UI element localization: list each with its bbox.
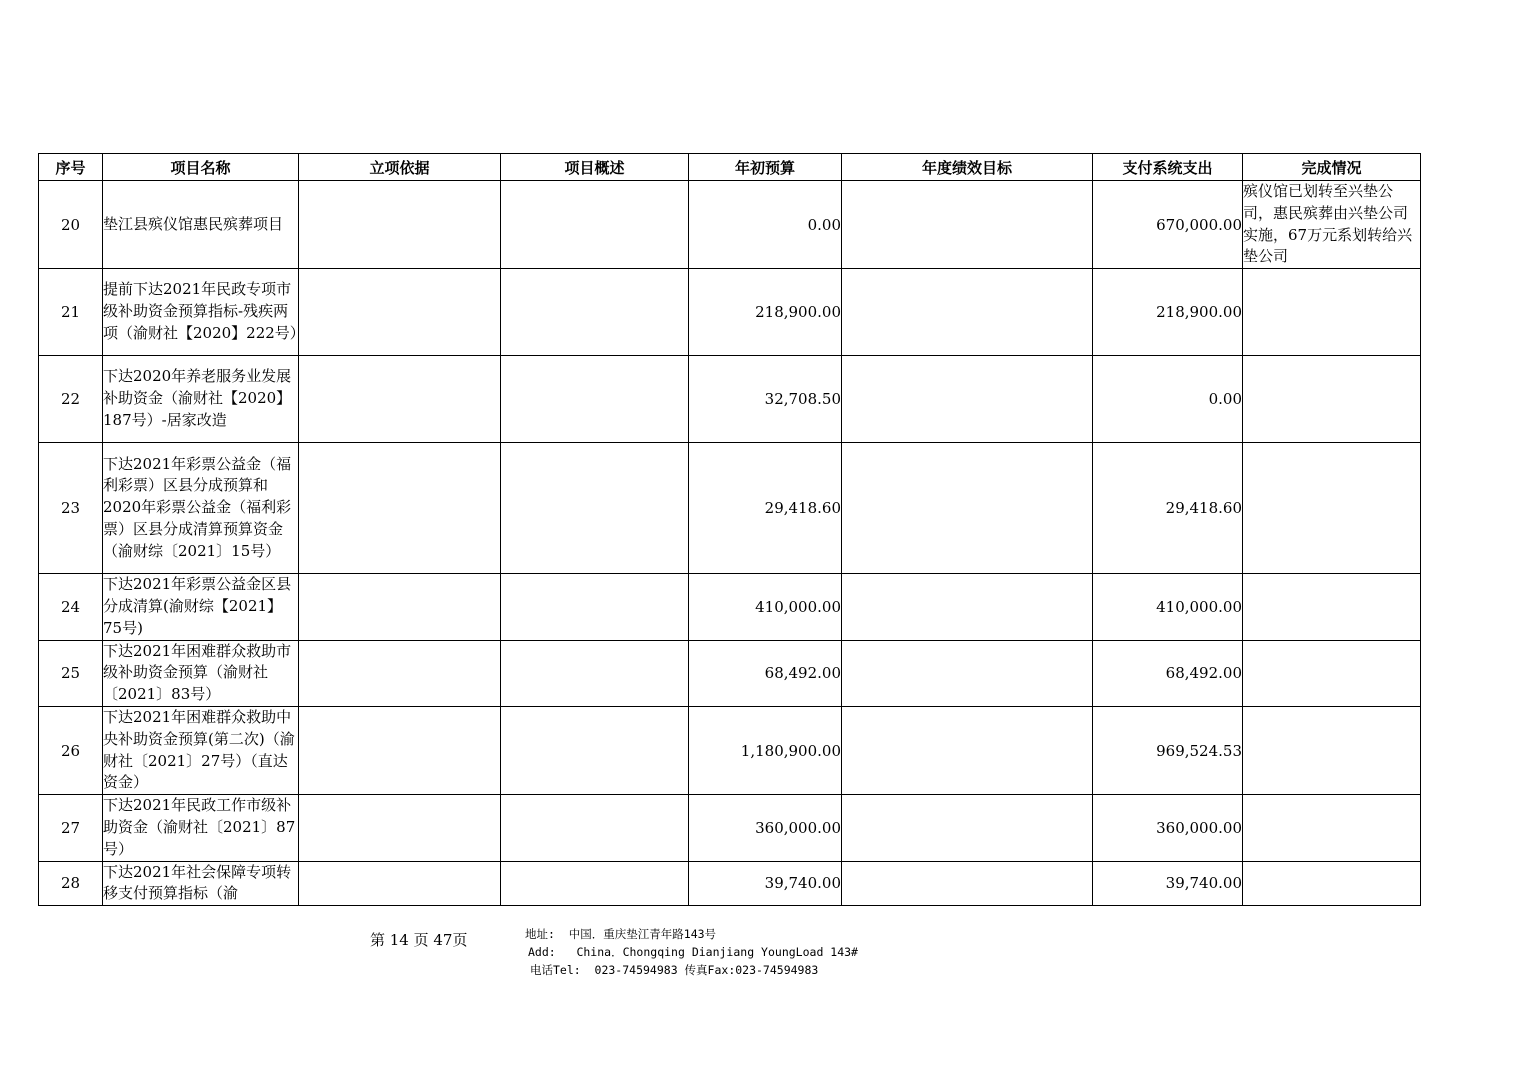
cell-spent: 68,492.00 xyxy=(1093,640,1243,706)
cell-basis xyxy=(299,181,501,269)
footer-phone-fax: 电话Tel: 023-74594983 传真Fax:023-74594983 xyxy=(530,963,819,977)
cell-seq: 27 xyxy=(39,795,103,861)
table-header-row xyxy=(39,154,1421,181)
cell-spent: 969,524.53 xyxy=(1093,706,1243,794)
header-project-name: 项目名称 xyxy=(103,154,299,181)
cell-basis xyxy=(299,640,501,706)
cell-budget: 410,000.00 xyxy=(689,574,842,640)
header-status: 完成情况 xyxy=(1243,154,1421,181)
cell-budget: 68,492.00 xyxy=(689,640,842,706)
page-number: 第 14 页 47页 xyxy=(370,931,468,949)
table-row xyxy=(39,706,1421,794)
cell-summary xyxy=(501,574,689,640)
cell-seq: 24 xyxy=(39,574,103,640)
cell-seq: 25 xyxy=(39,640,103,706)
cell-spent: 0.00 xyxy=(1093,356,1243,443)
cell-spent: 670,000.00 xyxy=(1093,181,1243,269)
cell-budget: 360,000.00 xyxy=(689,795,842,861)
header-summary: 项目概述 xyxy=(501,154,689,181)
cell-summary xyxy=(501,356,689,443)
cell-spent: 29,418.60 xyxy=(1093,443,1243,574)
cell-spent: 410,000.00 xyxy=(1093,574,1243,640)
cell-spent: 360,000.00 xyxy=(1093,795,1243,861)
table-row xyxy=(39,640,1421,706)
cell-target xyxy=(842,861,1093,906)
table-row xyxy=(39,574,1421,640)
cell-summary xyxy=(501,795,689,861)
cell-budget: 218,900.00 xyxy=(689,269,842,356)
cell-seq: 28 xyxy=(39,861,103,906)
cell-seq: 20 xyxy=(39,181,103,269)
table-row xyxy=(39,356,1421,443)
cell-status xyxy=(1243,795,1421,861)
cell-budget: 39,740.00 xyxy=(689,861,842,906)
header-target: 年度绩效目标 xyxy=(842,154,1093,181)
cell-project-name: 下达2021年彩票公益金（福利彩票）区县分成预算和2020年彩票公益金（福利彩票）区县分成清算预算资金（渝财综〔2021〕15号） xyxy=(103,443,299,574)
cell-summary xyxy=(501,269,689,356)
header-basis: 立项依据 xyxy=(299,154,501,181)
cell-budget: 0.00 xyxy=(689,181,842,269)
cell-status xyxy=(1243,640,1421,706)
cell-target xyxy=(842,706,1093,794)
project-table xyxy=(38,153,1421,906)
cell-project-name: 下达2021年民政工作市级补助资金（渝财社〔2021〕87号） xyxy=(103,795,299,861)
cell-target xyxy=(842,269,1093,356)
cell-target xyxy=(842,356,1093,443)
cell-basis xyxy=(299,356,501,443)
cell-project-name: 下达2021年困难群众救助市级补助资金预算（渝财社〔2021〕83号） xyxy=(103,640,299,706)
footer-address-english: Add: China．Chongqing Dianjiang YoungLoad 143# xyxy=(528,945,858,959)
cell-basis xyxy=(299,574,501,640)
cell-project-name: 下达2021年彩票公益金区县分成清算(渝财综【2021】75号) xyxy=(103,574,299,640)
cell-status xyxy=(1243,706,1421,794)
cell-summary xyxy=(501,181,689,269)
cell-basis xyxy=(299,706,501,794)
cell-spent: 39,740.00 xyxy=(1093,861,1243,906)
table-row xyxy=(39,861,1421,906)
cell-basis xyxy=(299,795,501,861)
cell-project-name: 提前下达2021年民政专项市级补助资金预算指标-残疾两项（渝财社【2020】222号） xyxy=(103,269,299,356)
cell-status xyxy=(1243,356,1421,443)
cell-status xyxy=(1243,269,1421,356)
table-row xyxy=(39,443,1421,574)
cell-target xyxy=(842,795,1093,861)
cell-basis xyxy=(299,269,501,356)
cell-summary xyxy=(501,861,689,906)
cell-budget: 1,180,900.00 xyxy=(689,706,842,794)
cell-project-name: 下达2021年社会保障专项转移支付预算指标（渝 xyxy=(103,861,299,906)
cell-target xyxy=(842,574,1093,640)
cell-seq: 21 xyxy=(39,269,103,356)
cell-project-name: 下达2021年困难群众救助中央补助资金预算(第二次)（渝财社〔2021〕27号）（直达资金） xyxy=(103,706,299,794)
table-row xyxy=(39,795,1421,861)
cell-seq: 26 xyxy=(39,706,103,794)
cell-budget: 32,708.50 xyxy=(689,356,842,443)
header-spent: 支付系统支出 xyxy=(1093,154,1243,181)
cell-spent: 218,900.00 xyxy=(1093,269,1243,356)
header-seq: 序号 xyxy=(39,154,103,181)
cell-project-name: 下达2020年养老服务业发展补助资金（渝财社【2020】187号）-居家改造 xyxy=(103,356,299,443)
cell-status xyxy=(1243,443,1421,574)
cell-target xyxy=(842,443,1093,574)
cell-target xyxy=(842,181,1093,269)
header-budget: 年初预算 xyxy=(689,154,842,181)
cell-status: 殡仪馆已划转至兴垫公司，惠民殡葬由兴垫公司实施，67万元系划转给兴垫公司 xyxy=(1243,181,1421,269)
cell-summary xyxy=(501,640,689,706)
cell-status xyxy=(1243,574,1421,640)
cell-status xyxy=(1243,861,1421,906)
cell-project-name: 垫江县殡仪馆惠民殡葬项目 xyxy=(103,181,299,269)
cell-summary xyxy=(501,443,689,574)
cell-basis xyxy=(299,443,501,574)
cell-basis xyxy=(299,861,501,906)
cell-seq: 23 xyxy=(39,443,103,574)
cell-budget: 29,418.60 xyxy=(689,443,842,574)
cell-seq: 22 xyxy=(39,356,103,443)
cell-summary xyxy=(501,706,689,794)
table-row xyxy=(39,269,1421,356)
cell-target xyxy=(842,640,1093,706)
table-row xyxy=(39,181,1421,269)
footer-address: 地址: 中国．重庆垫江青年路143号 xyxy=(525,927,717,941)
